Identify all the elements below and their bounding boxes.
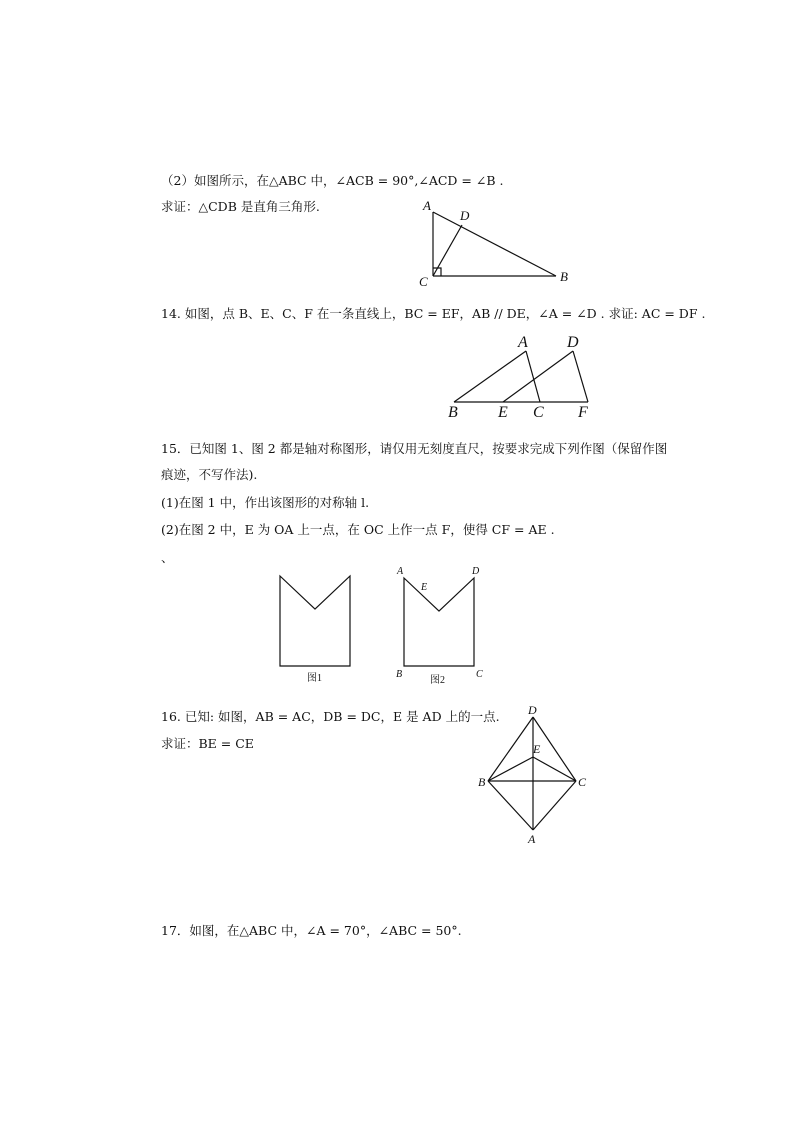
q13-label-D: D xyxy=(460,208,470,223)
q15-line1: 15．已知图 1、图 2 都是轴对称图形，请仅用无刻度直尺，按要求完成下列作图（保留作图 xyxy=(161,441,668,456)
q15-line3: (1)在图 1 中，作出该图形的对称轴 l. xyxy=(161,495,370,510)
q13-label-C: C xyxy=(419,274,428,289)
q14-label-C: C xyxy=(533,404,544,421)
q17-text: 17．如图，在△ABC 中，∠A = 70°，∠ABC = 50°. xyxy=(161,923,462,938)
q16-segment-CA xyxy=(533,781,576,830)
q16-segment-DB xyxy=(488,717,533,781)
q16-label-C: C xyxy=(578,775,587,789)
q16-line1: 16. 已知: 如图，AB = AC，DB = DC，E 是 AD 上的一点. xyxy=(161,709,500,724)
q16-segment-EC xyxy=(533,757,576,781)
q15-label-D: D xyxy=(472,566,480,577)
q15-label-A: A xyxy=(397,566,404,577)
q16-label-D: D xyxy=(528,703,537,717)
q16-label-A: A xyxy=(528,832,536,846)
q14-label-A: A xyxy=(518,334,528,351)
q13-2-line1: （2）如图所示，在△ABC 中，∠ACB = 90°,∠ACD = ∠B . xyxy=(161,173,504,188)
q15-mark: 、 xyxy=(161,550,174,565)
q15-label-B: B xyxy=(396,669,403,680)
q15-line4: (2)在图 2 中，E 为 OA 上一点，在 OC 上作一点 F，使得 CF = AE . xyxy=(161,522,555,537)
q15-label-C: C xyxy=(476,669,483,680)
q14-label-B: B xyxy=(448,404,458,421)
q14-label-F: F xyxy=(578,404,588,421)
q16-segment-BE xyxy=(488,757,533,781)
q14-label-D: D xyxy=(567,334,579,351)
q16-label-B: B xyxy=(478,775,486,789)
q15-label-E: E xyxy=(421,582,428,593)
q13-label-B: B xyxy=(560,269,568,284)
q16-line2: 求证：BE = CE xyxy=(161,736,254,751)
q15-line2: 痕迹，不写作法). xyxy=(161,467,258,482)
q14-label-E: E xyxy=(498,404,508,421)
q13-label-A: A xyxy=(423,198,431,213)
q15-figure1-caption: 图1 xyxy=(307,673,322,684)
q13-2-line2: 求证：△CDB 是直角三角形. xyxy=(161,199,320,214)
q16-segment-BA xyxy=(488,781,533,830)
q15-figure2-caption: 图2 xyxy=(430,675,445,686)
q14-text: 14. 如图，点 B、E、C、F 在一条直线上，BC = EF，AB // DE，∠A = ∠D . 求证: AC = DF . xyxy=(161,306,706,321)
q16-label-E: E xyxy=(533,742,541,756)
